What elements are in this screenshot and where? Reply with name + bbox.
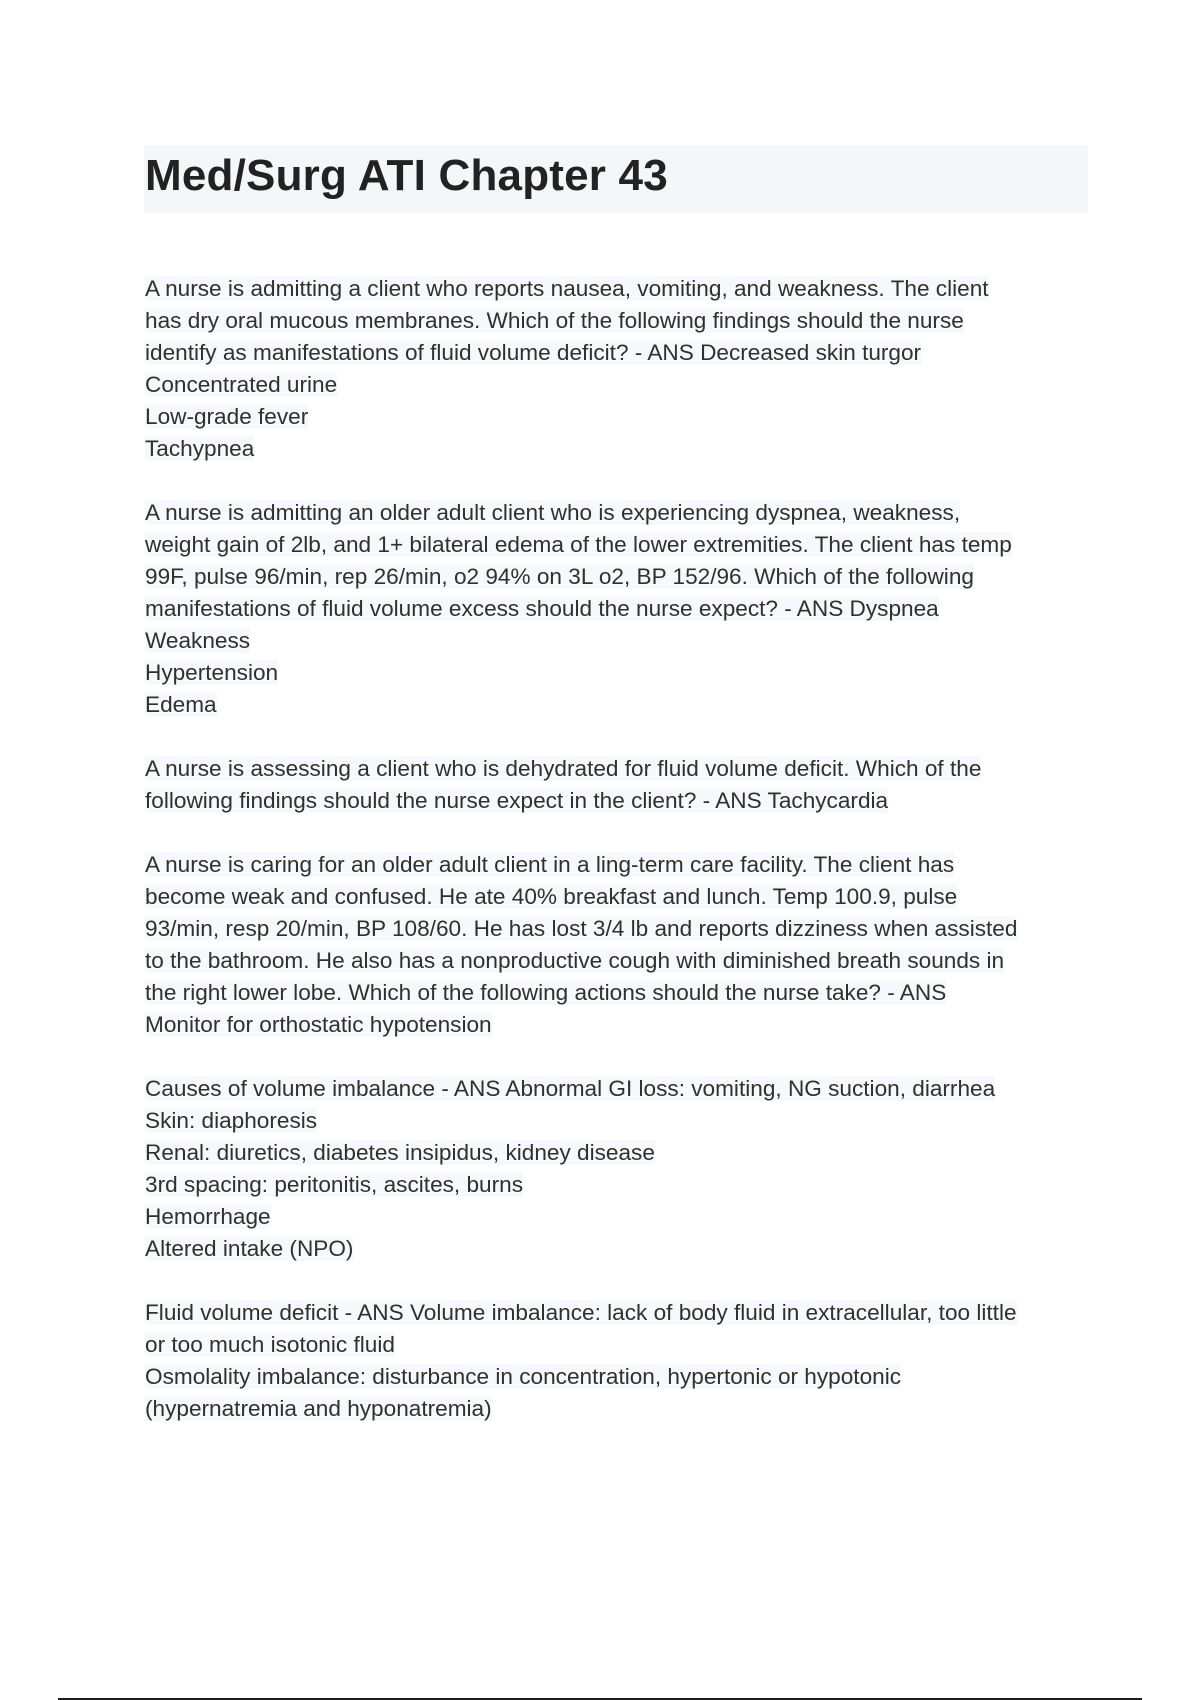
entry-line: has dry oral mucous membranes. Which of the following findings should the nurse <box>145 308 964 333</box>
entry-line: Tachypnea <box>145 436 255 461</box>
entry-line: Renal: diuretics, diabetes insipidus, kidney disease <box>145 1140 655 1165</box>
entry-line: Edema <box>145 692 217 717</box>
entry-line: Weakness <box>145 628 251 653</box>
qa-entry-1 <box>145 273 1085 465</box>
entry-line: 93/min, resp 20/min, BP 108/60. He has lost 3/4 lb and reports dizziness when assisted <box>145 916 1018 941</box>
qa-entry-4 <box>145 849 1085 1041</box>
entry-line: A nurse is caring for an older adult client in a ling-term care facility. The client has <box>145 852 955 877</box>
entry-line: manifestations of fluid volume excess should the nurse expect? - ANS Dyspnea <box>145 596 939 621</box>
entry-line: Monitor for orthostatic hypotension <box>145 1012 492 1037</box>
entry-line: 3rd spacing: peritonitis, ascites, burns <box>145 1172 524 1197</box>
entry-line: or too much isotonic fluid <box>145 1332 395 1357</box>
entry-line: A nurse is assessing a client who is dehydrated for fluid volume deficit. Which of the <box>145 756 982 781</box>
entry-line: weight gain of 2lb, and 1+ bilateral edema of the lower extremities. The client has temp <box>145 532 1012 557</box>
entry-line: A nurse is admitting an older adult client who is experiencing dyspnea, weakness, <box>145 500 961 525</box>
qa-entry-3 <box>145 753 1085 817</box>
entry-line: Fluid volume deficit - ANS Volume imbalance: lack of body fluid in extracellular, too little <box>145 1300 1017 1325</box>
page-title: Med/Surg ATI Chapter 43 <box>145 151 668 200</box>
document-body <box>145 273 1085 1457</box>
entry-line: Low-grade fever <box>145 404 309 429</box>
entry-line: Hemorrhage <box>145 1204 271 1229</box>
qa-entry-2 <box>145 497 1085 721</box>
entry-line: Osmolality imbalance: disturbance in concentration, hypertonic or hypotonic <box>145 1364 902 1389</box>
entry-line: 99F, pulse 96/min, rep 26/min, o2 94% on 3L o2, BP 152/96. Which of the following <box>145 564 974 589</box>
entry-line: Concentrated urine <box>145 372 338 397</box>
entry-line: following findings should the nurse expect in the client? - ANS Tachycardia <box>145 788 889 813</box>
entry-line: Hypertension <box>145 660 279 685</box>
entry-line: Altered intake (NPO) <box>145 1236 354 1261</box>
entry-line: Causes of volume imbalance - ANS Abnormal GI loss: vomiting, NG suction, diarrhea <box>145 1076 996 1101</box>
qa-entry-6 <box>145 1297 1085 1425</box>
qa-entry-5 <box>145 1073 1085 1265</box>
entry-line: to the bathroom. He also has a nonproductive cough with diminished breath sounds in <box>145 948 1005 973</box>
entry-line: (hypernatremia and hyponatremia) <box>145 1396 492 1421</box>
entry-line: the right lower lobe. Which of the following actions should the nurse take? - ANS <box>145 980 947 1005</box>
entry-line: Skin: diaphoresis <box>145 1108 318 1133</box>
entry-line: become weak and confused. He ate 40% breakfast and lunch. Temp 100.9, pulse <box>145 884 958 909</box>
entry-line: A nurse is admitting a client who reports nausea, vomiting, and weakness. The client <box>145 276 989 301</box>
entry-line: identify as manifestations of fluid volume deficit? - ANS Decreased skin turgor <box>145 340 922 365</box>
